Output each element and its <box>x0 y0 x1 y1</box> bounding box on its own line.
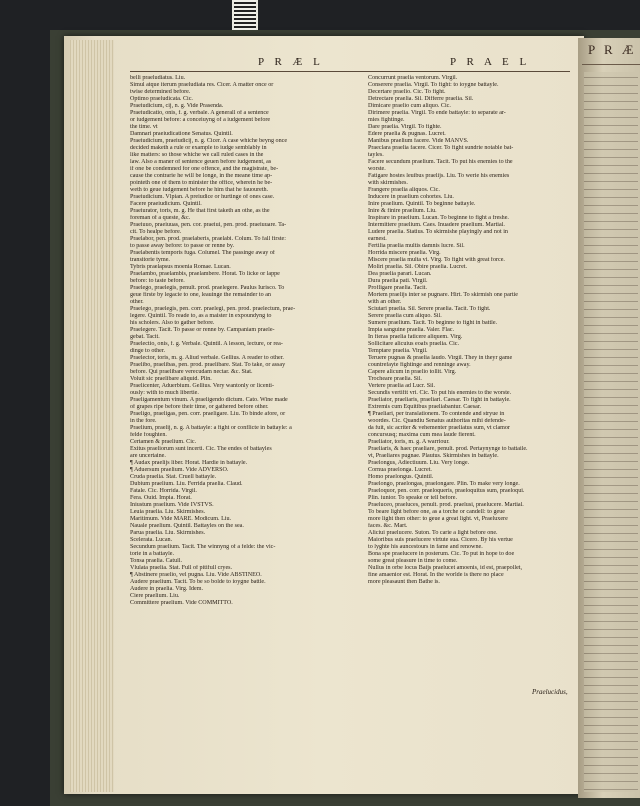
text-line: Detrectare praelia. Sil. Differre praelia. Sil. <box>368 96 474 102</box>
text-line: Simul atque iterum praeludiata res. Cicer. A matter once or <box>130 82 274 88</box>
text-line: da fuit, sic acriter & vehementer praeliatus sum, vt clamor <box>368 425 510 431</box>
facing-page-header: P R Æ <box>588 42 637 57</box>
text-line: Secundis vertifit vri. Cic. To put his enemies to the worste. <box>368 390 512 396</box>
text-line: Praeiudicatio, onis, f. g. verbale. A generall of a sentence <box>130 110 269 116</box>
text-line: to lyghte his auncestours in fame and renowne. <box>368 544 483 550</box>
text-line: Dirimere praelia. Virgil. To ende battayle: to separate ar- <box>368 110 506 116</box>
text-line: more light then other: to geue a great light. vt, Praeluxere <box>368 516 508 522</box>
text-line: Tybris praelapsus moenia Romae. Lucan. <box>130 264 231 270</box>
text-line: Profligare praelia. Tacit. <box>368 285 428 291</box>
text-line: Iniustum praelium. Vide IVSTVS. <box>130 502 214 508</box>
text-line: Praeclara praelia facere. Cicer. To fight sundrie notable bat- <box>368 145 514 151</box>
text-line: before: to taste before. <box>130 278 185 284</box>
text-line: the time. vt <box>130 124 158 130</box>
text-line: Inire & finire praelium. Liu. <box>368 208 437 214</box>
text-line: Praeligo, praeligas, pen. corr. praeligare. Liu. To binde afore, or <box>130 411 286 417</box>
text-line: Dare praelia. Virgil. To fighte. <box>368 124 442 130</box>
text-line: ¶ Aduersum praelium. Vide ADVERSO. <box>130 467 229 473</box>
text-line: Cornua praelonga. Lucret. <box>368 467 432 473</box>
right-column <box>368 75 574 586</box>
text-line: Praelegere. Tacit. To passe or renne by. Campaniam praele- <box>130 327 275 333</box>
text-line: Praelabor, pen. prod. praelaberis, praelabi. Colum. To fall firste: <box>130 236 286 242</box>
text-line: Dimicare praelio cum aliquo. Cic. <box>368 103 451 109</box>
text-line: other. <box>130 299 144 305</box>
text-line: Capere alicum in praelio tollit. Virg. <box>368 369 457 375</box>
text-line: or iudgement before: a conceiuyng of a iudgement before <box>130 117 271 123</box>
text-line: Conserere praelia. Virgil. To fight: to ioygne battayle. <box>368 82 499 88</box>
text-line: in the fore. <box>130 418 157 424</box>
text-line: Moliri praelia. Sil. Obire praelia. Lucret. <box>368 264 467 270</box>
text-line: Decertare praelio. Cic. To fight. <box>368 89 446 95</box>
text-line: Parua praelia. Liu. Skirmishes. <box>130 530 206 536</box>
text-line: Manibus praelium facere. Vide MANVS. <box>368 138 469 144</box>
text-line: Sollicitare alicuius eoafs praelia. Cic. <box>368 341 460 347</box>
facing-page-text <box>584 72 638 792</box>
text-line: Praeliator, praeliaris, praeliari. Caesar. To fight in battayle. <box>368 397 511 403</box>
text-line: Fatigare hostes leuibus praelijs. Liu. To werie his enemies <box>368 173 510 179</box>
text-line: concursusq; maxima cum mea laude fierent. <box>368 432 476 438</box>
text-line: Frangere praelia aliquos. Cic. <box>368 187 440 193</box>
text-line: transitorie tyme. <box>130 257 170 263</box>
text-line: Scelerata. Lucan. <box>130 537 173 543</box>
text-line: Fertilia praelia multis damnis lucre. Sil. <box>368 243 465 249</box>
text-line: Inspirare in praelium. Lucan. To beginne to fight a freshe. <box>368 215 509 221</box>
text-line: Leuia praelia. Liu. Skirmishes. <box>130 509 206 515</box>
text-line: Ludere praelia. Statius. To skirmishe playingly and not in <box>368 229 508 235</box>
text-line: belli praeludiatus. Liu. <box>130 75 186 81</box>
text-line: Praelector, toris, m. g. Aliud verbale. Gellius. A reader to other. <box>130 355 284 361</box>
facing-page-rule <box>582 64 640 65</box>
facing-page <box>578 38 640 798</box>
text-line: Committere praelium. Vide COMMITTO. <box>130 600 233 606</box>
text-line: Praeiudicium. Vlpian. A preiudice or hurtinge of ones case. <box>130 194 275 200</box>
text-line: Damnari praeiudicatione Senatus. Quintil. <box>130 131 233 137</box>
text-line: Homo praelongus. Quintil. <box>368 474 434 480</box>
text-line: Tonsa praelia. Catull. <box>130 558 183 564</box>
text-line: worste. <box>368 166 386 172</box>
text-line: to passe away before: to passe or renne by. <box>130 243 235 249</box>
text-line: Bona spe praelucere in posterum. Cic. To put in hope to doe <box>368 551 515 557</box>
text-line: Praelium, praelij, n. g. A battayle: a fight or conflicte in battayle: a <box>130 425 292 431</box>
text-line: Impia sanguine praelia. Valer. Flac. <box>368 327 455 333</box>
text-line: Praeiurator, toris, m. g. He that first taketh an othe, as the <box>130 208 270 214</box>
text-line: with an other. <box>368 299 402 305</box>
text-line: Miscere praelia multa vi. Virg. To fight with great force. <box>368 257 505 263</box>
text-line: Facere secundum praelium. Tacit. To put his enemies to the <box>368 159 513 165</box>
text-line: Praeiudicium, cij, n. g. Vide Prasenda. <box>130 103 224 109</box>
text-line: faces. &c. Mart. <box>368 523 408 529</box>
running-header-right: P R A E L <box>450 56 531 68</box>
text-line: tayles. <box>368 152 384 158</box>
text-line: woordes. Cic. Quandiu Senatus authoritas mihi defende- <box>368 418 506 424</box>
text-line: Secundum praelium. Tacit. The winnyng of a felde: the vic- <box>130 544 276 550</box>
text-line: Praelabentis temporis fuga. Columel. The passinge away of <box>130 250 275 256</box>
text-line: if one be condemned for one offence, and the magistrate, be- <box>130 166 279 172</box>
text-line: ¶ Abstinere praelio, vel pugna. Liu. Vide ABSTINEO. <box>130 572 262 578</box>
text-line: Praelego, praelegis, penult. prod. praelegere. Paulus Iurisco. To <box>130 285 285 291</box>
text-line: To beare light before one, as a torche or candell: to geue <box>368 509 505 515</box>
text-line: Praeiudicium, praeiudicij, n. g. Cicer. A case whiche beyng once <box>130 138 288 144</box>
text-line: ¶ Audax praelijs liber. Horat. Hardie in battayle. <box>130 460 248 466</box>
text-line: ¶ Praeliari, per translationem. To contende and stryue in <box>368 411 505 417</box>
text-line: countrefayte fightinge and renninge away. <box>368 362 471 368</box>
text-line: Certamen & praelium. Cic. <box>130 439 197 445</box>
text-line: Horrida miscere praelia. Virg. <box>368 250 441 256</box>
text-line: Sciutari praelia. Sil. Serere praelia. Tacit. To fight. <box>368 306 491 312</box>
header-rule <box>130 71 570 72</box>
text-line: Cruda praelia. Stat. Cruell battayle. <box>130 474 217 480</box>
text-line: decided maketh a rule or example to iudge semblably in <box>130 145 267 151</box>
text-line: like matters: so those whiche we call ruled cases in the <box>130 152 264 158</box>
text-line: Praelibo, praelibas, pen. prod. praelibare. Stat. To take, or assay <box>130 362 286 368</box>
text-line: Vlulata praelia. Stat. Full of pitifull cryes. <box>130 565 233 571</box>
text-line: Fera. Ouid. Impia. Horat. <box>130 495 192 501</box>
text-line: ously: with to much libertie. <box>130 390 199 396</box>
text-line: vt, Praeliares pugnae. Plautus. Skirmishes in battayle. <box>368 453 499 459</box>
text-line: Temptare praelia. Virgil. <box>368 348 428 354</box>
text-line: Nauale praelium. Quintil. Battayles on the sea. <box>130 523 244 529</box>
text-line: geue firste by legacie to one, leauinge the remainder to an <box>130 292 271 298</box>
text-line: Audere praelium. Tacit. To be so bolde to ioygne battle. <box>130 579 266 585</box>
text-line: Praelego, praelegis, pen. corr. praelegi, pen. prod. praelectum, prae- <box>130 306 296 312</box>
text-line: Optimo praeludicata. Cic. <box>130 96 193 102</box>
text-line: more pleasaunt then Bathe is. <box>368 579 440 585</box>
text-line: Praeluceo, praeluces, penult. prod. praelusi, praelucere. Martial. <box>368 502 524 508</box>
text-line: Maioribus suis praelucere virtute sua. Cicero. By his vertue <box>368 537 513 543</box>
text-line: Aliciui praelucere. Suton. To carie a light before one. <box>368 530 498 536</box>
text-line: Nullus in orbe locus Baijs praelucet amoenis, id est, praepollet, <box>368 565 522 571</box>
text-line: dinge to other. <box>130 348 166 354</box>
text-line: Voluit sic praelibare aliquid. Plin. <box>130 376 212 382</box>
text-line: Fatale. Cic. Horrida. Virgil. <box>130 488 197 494</box>
text-line: law. Also a maner of sentence geuen before iudgement, as <box>130 159 272 165</box>
text-line: Maritimum. Vide MARE. Modicum. Liu. <box>130 516 232 522</box>
text-line: Teruere pugnas & praelia laudo. Virgil. They in theyr game <box>368 355 513 361</box>
text-line: foreman of a queste, &c. <box>130 215 191 221</box>
text-line: Intermittere praelium. Caes. Inuadere praelium. Martial. <box>368 222 505 228</box>
text-line: cit. To healpe before. <box>130 229 182 235</box>
text-line: weth to geue iudgement before he him that he fauoureth. <box>130 187 269 193</box>
text-line: his scholers. Also to gather before. <box>130 320 215 326</box>
text-line: Praelicenter, Aduerbium. Gellius. Very wantonly or licenti- <box>130 383 274 389</box>
text-line: twise determined before. <box>130 89 191 95</box>
text-line: Exitus praeliorum sunt incerti. Cic. The endes of battayles <box>130 446 272 452</box>
left-column <box>130 75 342 607</box>
text-line: Praeligamentum vinum. A praeligendo dictum. Cato. Wine made <box>130 397 288 403</box>
text-line: mies fightinge. <box>368 117 405 123</box>
text-line: Dea praelia parari. Lucan. <box>368 271 432 277</box>
text-line: Vertere praelia ad Lucr. Sil. <box>368 383 436 389</box>
text-line: Sumere praelium. Tacit. To beginne to fight in battle. <box>368 320 498 326</box>
text-line: Praelongus, Adiectiuum. Liu. Very longe. <box>368 460 470 466</box>
text-line: Audere in praelia. Virg. Idem. <box>130 586 204 592</box>
text-line: Praeiuuo, praeiuuas, pen. cor. praeiui, pen. prod. praeiuuare. Ta- <box>130 222 287 228</box>
text-line: Plin. iunior. To speake or tell before. <box>368 495 457 501</box>
text-line: Dura praelia pati. Virgil. <box>368 278 428 284</box>
text-line: Inire praelium. Quintil. To beginne battayle. <box>368 201 476 207</box>
text-line: Serere praelia cum aliquo. Sil. <box>368 313 442 319</box>
text-line: Extremis cum Equitibus praeliabantur. Caesar. <box>368 404 482 410</box>
text-line: with skirmishes. <box>368 180 408 186</box>
text-line: of grapes ripe before their time, or gathered before other. <box>130 404 269 410</box>
text-line: pointeth one of them to minister the office, wherein he be- <box>130 180 273 186</box>
text-line: before. Qui praelibare verecudam nectar. &c. Stat. <box>130 369 253 375</box>
running-header-left: P R Æ L <box>258 56 324 68</box>
text-line: felde foughten. <box>130 432 167 438</box>
text-line: legere. Quintil. To reade to, as a maister in expoundyng to <box>130 313 272 319</box>
text-line: Praelambo, praelambis, praelambere. Horat. To licke or lappe <box>130 271 280 277</box>
catchword: Praelucidus, <box>532 688 568 696</box>
text-line: gebat. Tacit. <box>130 334 160 340</box>
text-line: In fieras praelia faticere aliquem. Virg. <box>368 334 463 340</box>
text-line: cause the contrarie he will be longe, in the meane time ap- <box>130 173 273 179</box>
text-line: earnest. <box>368 236 387 242</box>
text-line: Dubium praelium. Liu. Ferrida praelia. Claud. <box>130 481 243 487</box>
text-line: are uncertaine. <box>130 453 166 459</box>
text-line: Praelectio, onis, f. g. Verbale. Quintil. A lesson, lecture, or rea- <box>130 341 283 347</box>
text-line: torie in a battayle. <box>130 551 174 557</box>
text-line: Facere praeiudicium. Quintil. <box>130 201 202 207</box>
text-line: Mortem praelijs inter se pugnare. Hirt. To skirmish one partie <box>368 292 518 298</box>
text-line: fine amaenior est. Horat. In the worlde is there no place <box>368 572 504 578</box>
text-line: Praeliator, toris, m. g. A warriour. <box>368 439 450 445</box>
page-edges <box>70 40 114 792</box>
text-line: some great pleasure in time to come. <box>368 558 458 564</box>
text-line: Edere praelia & pugnas. Lucret. <box>368 131 446 137</box>
text-line: Praeloquor, pen. corr. praeloqueris, praeloquitus sum, praeloqui. <box>368 488 525 494</box>
text-line: Praeliaris, & haec praeliare, penult. prod. Pertaynynge to battaile. <box>368 446 528 452</box>
text-line: Trocheare praelia. Sil. <box>368 376 422 382</box>
text-line: Ciere praelium. Liu. <box>130 593 180 599</box>
text-line: Praelongo, praelongas, praelongare. Plin. To make very longe. <box>368 481 520 487</box>
text-line: Inducere in praelium cohortes. Liu. <box>368 194 454 200</box>
text-line: Concurrunt praelia ventorum. Virgil. <box>368 75 458 81</box>
